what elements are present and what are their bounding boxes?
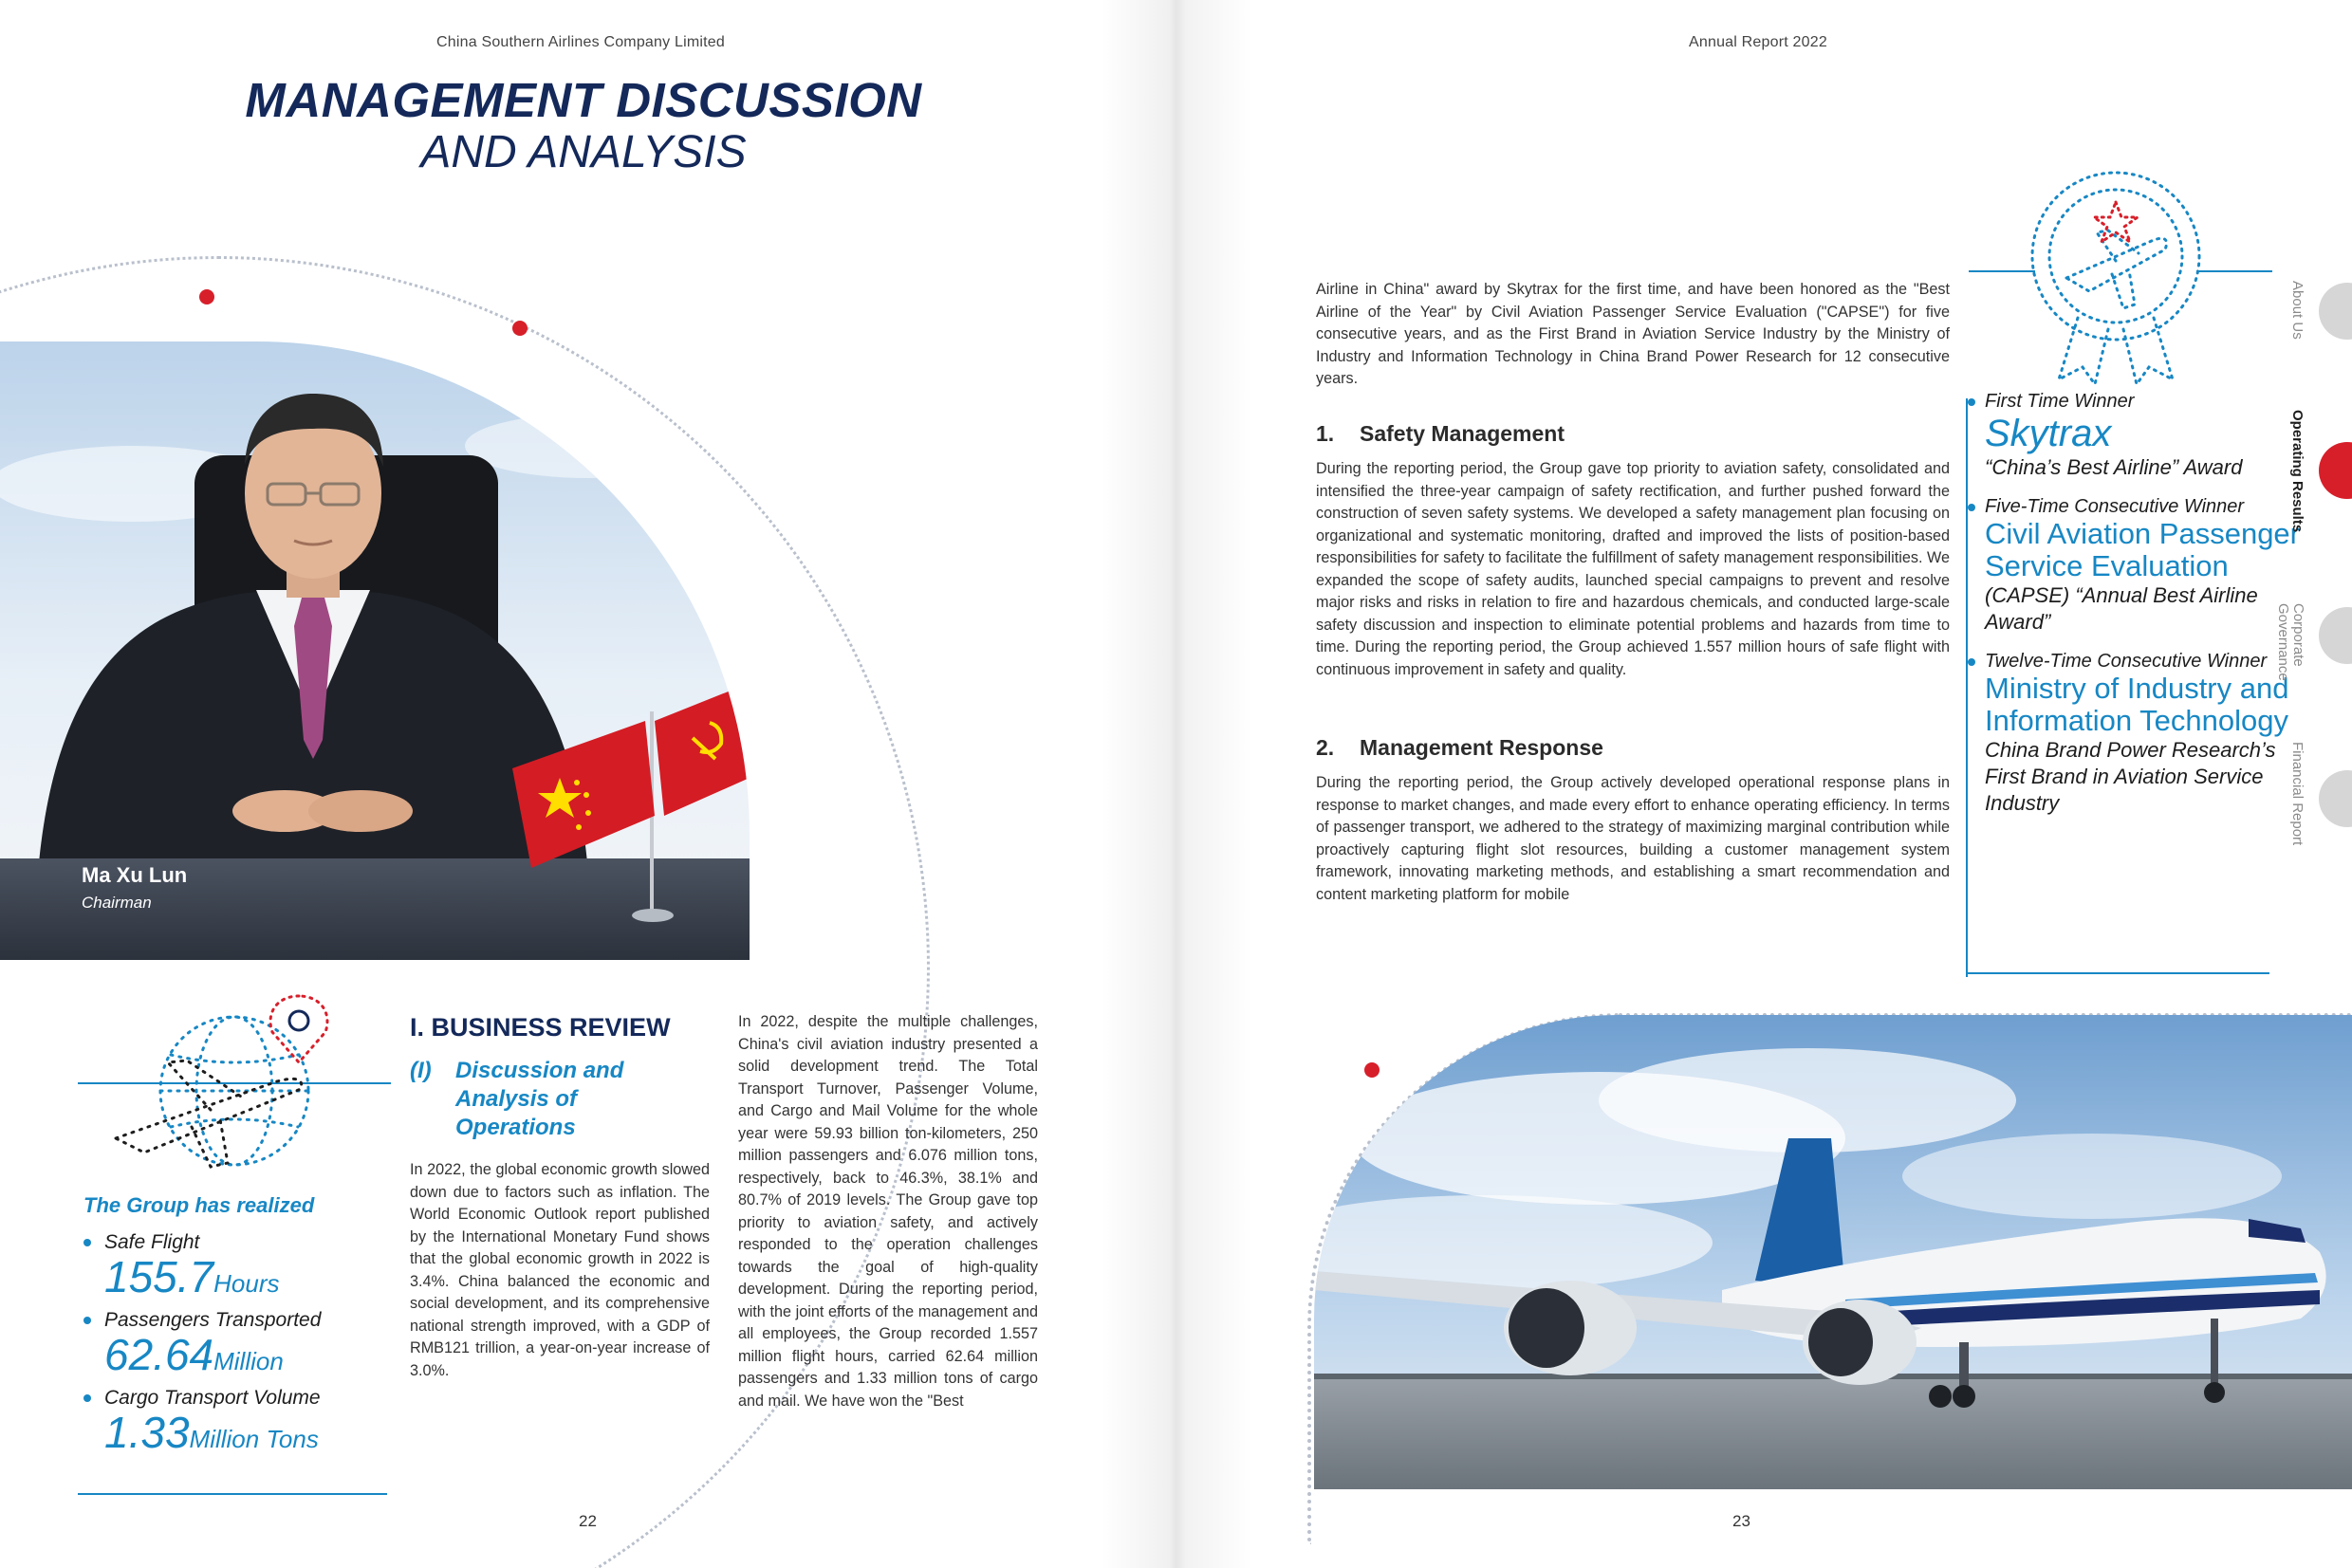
section-number: 2. [1316, 735, 1335, 760]
page-title [190, 74, 977, 178]
running-head-left: China Southern Airlines Company Limited [436, 34, 725, 50]
bullet-dot [1968, 504, 1975, 511]
stat-passengers [83, 1309, 387, 1377]
bullet-dot [83, 1394, 91, 1402]
subheading-title: Discussion and Analysis of Operations [455, 1058, 624, 1140]
award-description: China Brand Power Research’s First Brand in Aviation Service Industry [1985, 738, 2276, 815]
intro-paragraph: Airline in China" award by Skytrax for the first time, and have been honored as the "Best Airline of the Year" by Civil Aviation Passenger Service Evaluation ("CAPSE") for five consecutive years, and as the First Brand in Aviation Service Industry by the Ministry of Industry and Information Technology in China Brand Power Research for 12 consecutive years. [1316, 281, 1950, 387]
award-title: Ministry of Industry and Information Technology [1985, 672, 2289, 737]
bullet-dot [1968, 658, 1975, 666]
side-label-operating-results[interactable]: Operating Results [2289, 410, 2306, 533]
stat-value: 1.33 [104, 1408, 190, 1457]
side-tab-corporate-governance[interactable] [2319, 607, 2352, 664]
award-title: Skytrax [1985, 413, 2112, 454]
page-number-right: 23 [1732, 1512, 1750, 1530]
side-label-financial-report[interactable]: Financial Report [2289, 742, 2306, 846]
business-review-col-2: In 2022, despite the multiple challenges, China's civil aviation industry presented a solid development trend. The Total Transport Turnover, Passenger Volume, and Cargo and Mail Volume for the whole year were 59.93 billion ton-kilometers, 250 million passengers and 6.076 million tons, respectively, back to 46.3%, 38.1% and 80.7% of 2019 levels. The Group gave top priority to aviation safety, and actively responded to the operation challenges towards the goal of high-quality development. During the reporting period, with the joint efforts of the management and all employees, the Group recorded 1.557 million flight hours, carried 62.64 million passengers and 1.33 million tons of cargo and mail. We have won the "Best [738, 1013, 1038, 1410]
side-label-about-us[interactable]: About Us [2289, 281, 2306, 340]
award-title: Civil Aviation Passenger Service Evaluation [1985, 517, 2300, 582]
subheading-number: (I) [410, 1058, 432, 1083]
title-line-1: MANAGEMENT DISCUSSION [245, 73, 922, 127]
stat-label: Passengers Transported [104, 1309, 322, 1331]
page-number-left: 22 [579, 1512, 597, 1530]
stats-heading: The Group has realized [83, 1193, 315, 1217]
stat-safe-flight [83, 1231, 387, 1300]
airplane-photo [1314, 1015, 2352, 1489]
award-capse [1964, 496, 2306, 636]
decorative-red-dot [512, 321, 528, 336]
award-skytrax [1964, 391, 2306, 481]
section-number: 1. [1316, 421, 1335, 446]
award-description: (CAPSE) “Annual Best Airline Award” [1985, 583, 2258, 634]
section-response-body: During the reporting period, the Group actively developed operational response plans in response to market changes, and made every effort to enhance operating efficiency. In terms of passenger transport, we adhered to the strategy of maximizing marginal contribution while proactively capturing flight slot resources, building a customer management system framework, innovating marketing methods, and establishing a smart recommendation and content marketing platform for mobile [1316, 774, 1950, 903]
stat-unit: Million [213, 1347, 284, 1375]
side-tab-about-us[interactable] [2319, 283, 2352, 340]
bullet-dot [83, 1317, 91, 1324]
side-label-corporate-governance[interactable]: Corporate Governance [2275, 603, 2306, 681]
bullet-dot [83, 1239, 91, 1246]
decorative-red-dot [199, 289, 214, 304]
decorative-red-dot [1364, 1062, 1380, 1078]
section-safety-body: During the reporting period, the Group gave top priority to aviation safety, consolidated and intensified the three-year campaign of safety rectification, and further pushed forward the construction of seven safety systems. We developed a safety management plan focusing on organizational and systematic monitoring, drafted and improved the lists of position-based responsibilities for safety to facilitate the fulfillment of safety management responsibilities. We expanded the scope of safety audits, launched special campaigns to prevent and resolve major risks and risks in relation to fire and hazardous chemicals, and conducted large-scale safety discussion and inspection to eliminate potential problems and hazards from time to time. During the reporting period, the Group achieved 1.557 million hours of safe flight with continuous improvement in safety and quality. [1316, 460, 1950, 678]
group-stats [83, 1193, 387, 1465]
business-review-heading: I. BUSINESS REVIEW [410, 1013, 671, 1042]
side-tab-financial-report[interactable] [2319, 770, 2352, 827]
section-safety-heading [1316, 421, 1565, 447]
plane-icon [1314, 1015, 2352, 1489]
awards-list [1964, 391, 2306, 832]
stat-value: 62.64 [104, 1330, 214, 1379]
caption-name: Ma Xu Lun [82, 863, 188, 887]
award-miit [1964, 651, 2306, 817]
stats-divider [78, 1493, 387, 1495]
section-title: Safety Management [1360, 421, 1565, 446]
award-kicker: Twelve-Time Consecutive Winner [1985, 651, 2268, 672]
caption-role: Chairman [82, 894, 152, 912]
award-kicker: Five-Time Consecutive Winner [1985, 496, 2245, 517]
bullet-dot [1968, 398, 1975, 406]
award-badge-icon [2021, 166, 2211, 384]
side-tab-operating-results[interactable] [2319, 442, 2352, 499]
globe-plane-icon [78, 987, 391, 1176]
award-description: “China’s Best Airline” Award [1985, 455, 2243, 479]
stat-unit: Hours [213, 1269, 280, 1298]
award-kicker: First Time Winner [1985, 391, 2135, 412]
right-page [1176, 0, 2352, 1568]
stat-cargo [83, 1387, 387, 1455]
business-review-col-1: In 2022, the global economic growth slowed down due to factors such as inflation. The World Economic Outlook report published by the International Monetary Fund shows that the global economic growth in 2022 is 3.4%. China balanced the economic and social development, and its comprehensive national strength improved, with a GDP of RMB121 trillion, a year-on-year increase of 3.0%. [410, 1161, 710, 1379]
stat-unit: Million Tons [189, 1425, 319, 1453]
section-title: Management Response [1360, 735, 1603, 760]
location-pin-icon [270, 996, 327, 1062]
stat-label: Cargo Transport Volume [104, 1387, 321, 1409]
title-line-2: AND ANALYSIS [420, 127, 747, 177]
awards-divider [1966, 972, 2269, 974]
stat-label: Safe Flight [104, 1231, 200, 1253]
operations-subheading [410, 1057, 694, 1142]
stat-value: 155.7 [104, 1252, 214, 1301]
running-head-right: Annual Report 2022 [1689, 34, 1827, 50]
section-response-heading [1316, 735, 1603, 761]
